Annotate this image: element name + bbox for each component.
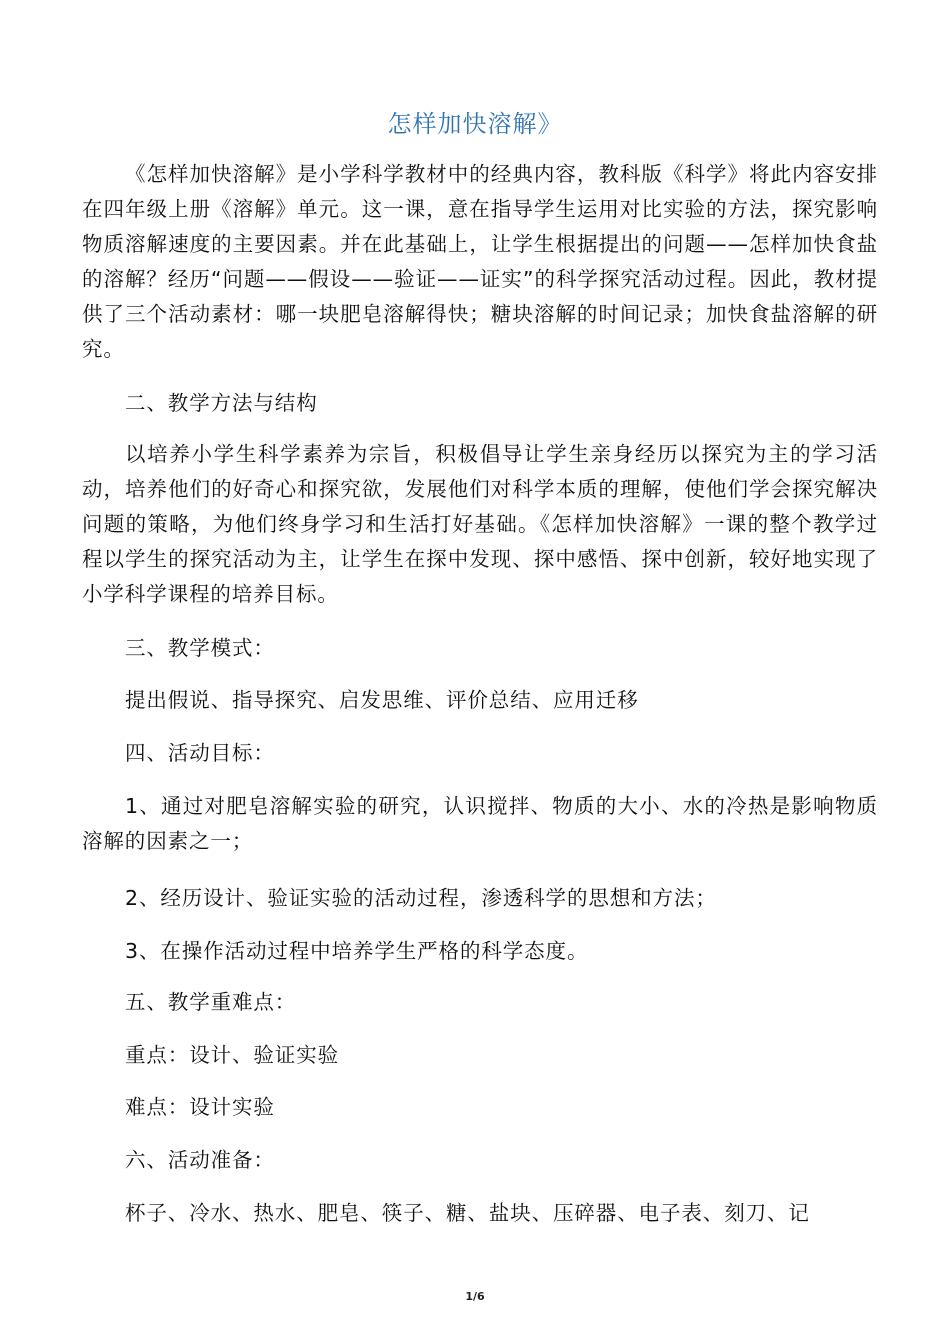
section6-heading: 六、活动准备：: [125, 1148, 275, 1172]
goal-3: 3、在操作活动过程中培养学生严格的科学态度。: [125, 939, 589, 963]
difficult-point: 难点：设计实验: [125, 1095, 275, 1119]
intro-paragraph: 《怎样加快溶解》是小学科学教材中的经典内容，教科版《科学》将此内容安排在四年级上册《溶解》单元。这一课，意在指导学生运用对比实验的方法，探究影响物质溶解速度的主要因素。并在此基础上，让学生根据提出的问题——怎样加快食盐的溶解？经历“问题——假设——验证——证实”的科学探究活动过程。因此，教材提供了三个活动素材：哪一块肥皂溶解得快；糖块溶解的时间记录；加快食盐溶解的研究。: [82, 162, 878, 361]
section2-heading: 二、教学方法与结构: [125, 391, 318, 415]
goal-1: 1、通过对肥皂溶解实验的研究，认识搅拌、物质的大小、水的冷热是影响物质溶解的因素之一；: [82, 794, 878, 853]
section3-heading: 三、教学模式：: [125, 636, 275, 660]
section3-body: 提出假说、指导探究、启发思维、评价总结、应用迁移: [125, 688, 639, 712]
section2-paragraph: 以培养小学生科学素养为宗旨，积极倡导让学生亲身经历以探究为主的学习活动，培养他们的好奇心和探究欲，发展他们对科学本质的理解，使他们学会探究解决问题的策略，为他们终身学习和生活打好基础。《怎样加快溶解》一课的整个教学过程以学生的探究活动为主，让学生在探中发现、探中感悟、探中创新，较好地实现了小学科学课程的培养目标。: [82, 442, 878, 606]
document-title: 怎样加快溶解》: [387, 110, 563, 138]
section4-heading: 四、活动目标：: [125, 741, 275, 765]
page-number: 1/6: [465, 1290, 485, 1303]
key-point: 重点：设计、验证实验: [125, 1043, 339, 1067]
goal-2: 2、经历设计、验证实验的活动过程，渗透科学的思想和方法；: [125, 886, 717, 910]
materials-line: 杯子、冷水、热水、肥皂、筷子、糖、盐块、压碎器、电子表、刻刀、记: [125, 1201, 810, 1225]
section5-heading: 五、教学重难点：: [125, 990, 297, 1014]
